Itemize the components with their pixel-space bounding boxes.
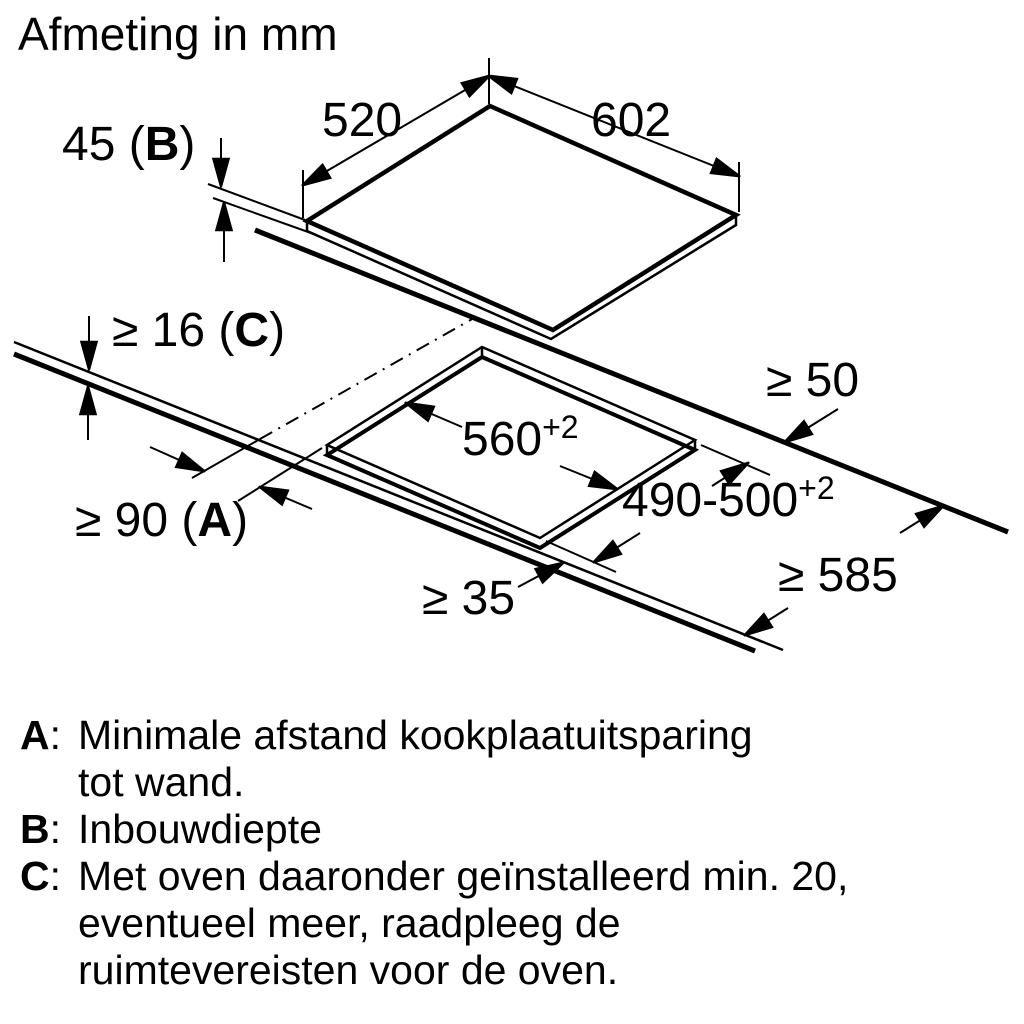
legend-letter-b: B: [20, 806, 62, 852]
page-title: Afmeting in mm [18, 8, 338, 60]
dim-cutout-depth-value: 490-500 [622, 474, 799, 527]
legend-item-a [20, 712, 1010, 806]
dim-thickness-suffix: ) [269, 304, 286, 357]
dim-label-hob-width [591, 94, 672, 147]
legend-text-b-line1: Inbouwdiepte [78, 806, 322, 852]
dim-cutout-width-value: 560 [462, 413, 543, 466]
dim-label-build-in-depth [62, 118, 196, 171]
legend-text-a-line1: Minimale afstand kookplaatuitsparing [78, 712, 753, 758]
dim-build-in-letter: B [144, 118, 180, 171]
dim-wall-suffix: ) [232, 494, 249, 547]
dim-cutout-depth-tolerance: +2 [798, 470, 835, 506]
dim-cutout-width-tolerance: +2 [542, 409, 579, 445]
dim-label-wall-clearance [75, 494, 249, 547]
dim-hob-width-value: 602 [591, 94, 672, 147]
dim-thickness-letter: C [234, 304, 270, 357]
dim-thickness-prefix: ≥ 16 ( [112, 304, 235, 357]
legend-text-a-line2: tot wand. [78, 759, 245, 805]
dim-label-front-clearance [422, 572, 516, 625]
dim-label-worktop-depth [778, 549, 898, 602]
legend-letter-c: C: [20, 853, 62, 899]
dim-label-worktop-thickness [112, 304, 286, 357]
dim-label-hob-depth [322, 94, 403, 147]
legend-text-c-line3: ruimtevereisten voor de oven. [78, 947, 619, 993]
legend [20, 712, 1010, 994]
dim-build-in-prefix: 45 ( [62, 118, 145, 171]
dim-label-rear-clearance [766, 354, 860, 407]
dim-front-clearance-value: ≥ 35 [422, 572, 516, 625]
dim-wall-letter: A [197, 494, 233, 547]
dim-hob-depth-value: 520 [322, 94, 403, 147]
legend-item-b [20, 806, 1010, 853]
dim-wall-prefix: ≥ 90 ( [75, 494, 198, 547]
dim-rear-clearance-value: ≥ 50 [766, 354, 860, 407]
legend-text-c-line2: eventueel meer, raadpleeg de [78, 900, 621, 946]
legend-item-c [20, 853, 1010, 994]
dim-label-cutout-width [462, 409, 579, 466]
dim-worktop-depth-value: ≥ 585 [778, 549, 898, 602]
legend-letter-a: A: [20, 712, 62, 758]
legend-text-c-line1: Met oven daaronder geïnstalleerd min. 20, [78, 853, 849, 899]
dim-label-cutout-depth [622, 470, 835, 527]
dim-build-in-suffix: ) [179, 118, 196, 171]
